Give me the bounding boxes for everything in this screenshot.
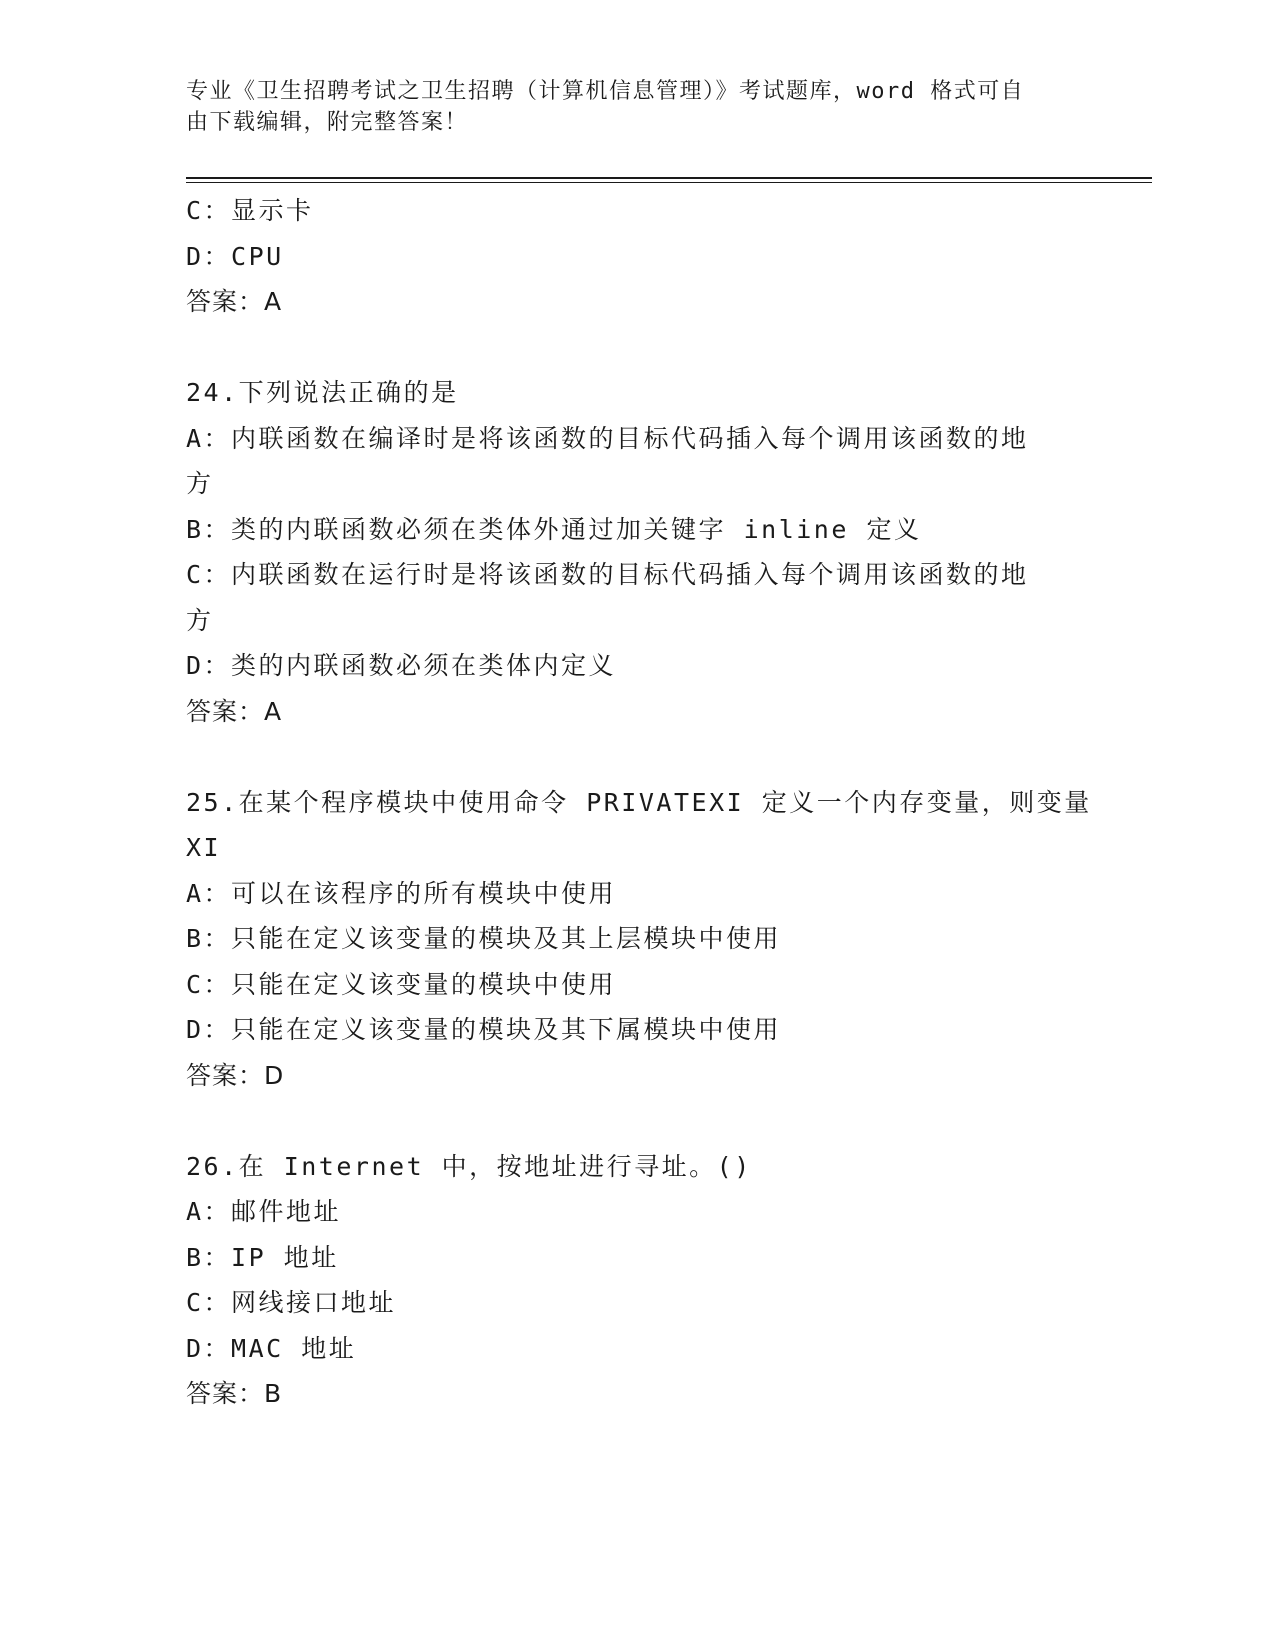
question-stem: 25.在某个程序模块中使用命令 PRIVATEXI 定义一个内存变量，则变量 <box>186 787 1092 817</box>
question-25 <box>186 780 1092 1099</box>
spacer <box>186 1098 1066 1144</box>
option-d: D：类的内联函数必须在类体内定义 <box>186 651 617 680</box>
spacer <box>186 325 1066 371</box>
option-c-continued: 方 <box>186 605 214 635</box>
option-b: B：IP 地址 <box>186 1242 339 1272</box>
question-stem-continued: XI <box>186 833 222 862</box>
option-a-continued: 方 <box>186 469 214 498</box>
header-divider-thick <box>186 177 1152 179</box>
option-a: A：邮件地址 <box>186 1197 342 1226</box>
option-b: B：类的内联函数必须在类体外通过加关键字 inline 定义 <box>186 514 922 544</box>
option-c: C：内联函数在运行时是将该函数的目标代码插入每个调用该函数的地 <box>186 560 1029 589</box>
question-stem: 26.在 Internet 中，按地址进行寻址。() <box>186 1151 752 1181</box>
option-c: C：网线接口地址 <box>186 1288 397 1317</box>
option-c: C：显示卡 <box>186 196 314 225</box>
answer-line: 答案：A <box>186 287 283 316</box>
answer-line: 答案：A <box>186 696 283 726</box>
question-list <box>186 188 1092 1417</box>
option-d: D：CPU <box>186 241 284 271</box>
option-a: A：内联函数在编译时是将该函数的目标代码插入每个调用该函数的地 <box>186 423 1029 453</box>
answer-line: 答案：B <box>186 1379 283 1408</box>
answer-line: 答案：D <box>186 1060 285 1090</box>
header-line-1: 专业《卫生招聘考试之卫生招聘（计算机信息管理）》考试题库，word 格式可自 <box>186 79 1025 104</box>
question-23-tail <box>186 188 1066 325</box>
header-line-2: 由下载编辑，附完整答案！ <box>186 110 469 135</box>
document-header <box>186 76 1066 138</box>
option-a: A：可以在该程序的所有模块中使用 <box>186 878 617 908</box>
header-divider-thin <box>186 182 1152 183</box>
option-d: D：只能在定义该变量的模块及其下属模块中使用 <box>186 1015 782 1044</box>
spacer <box>186 734 1066 780</box>
question-26 <box>186 1144 1066 1417</box>
option-d: D：MAC 地址 <box>186 1333 357 1363</box>
question-24 <box>186 370 1066 734</box>
option-b: B：只能在定义该变量的模块及其上层模块中使用 <box>186 924 782 953</box>
question-stem: 24.下列说法正确的是 <box>186 378 459 407</box>
option-c: C：只能在定义该变量的模块中使用 <box>186 969 617 999</box>
